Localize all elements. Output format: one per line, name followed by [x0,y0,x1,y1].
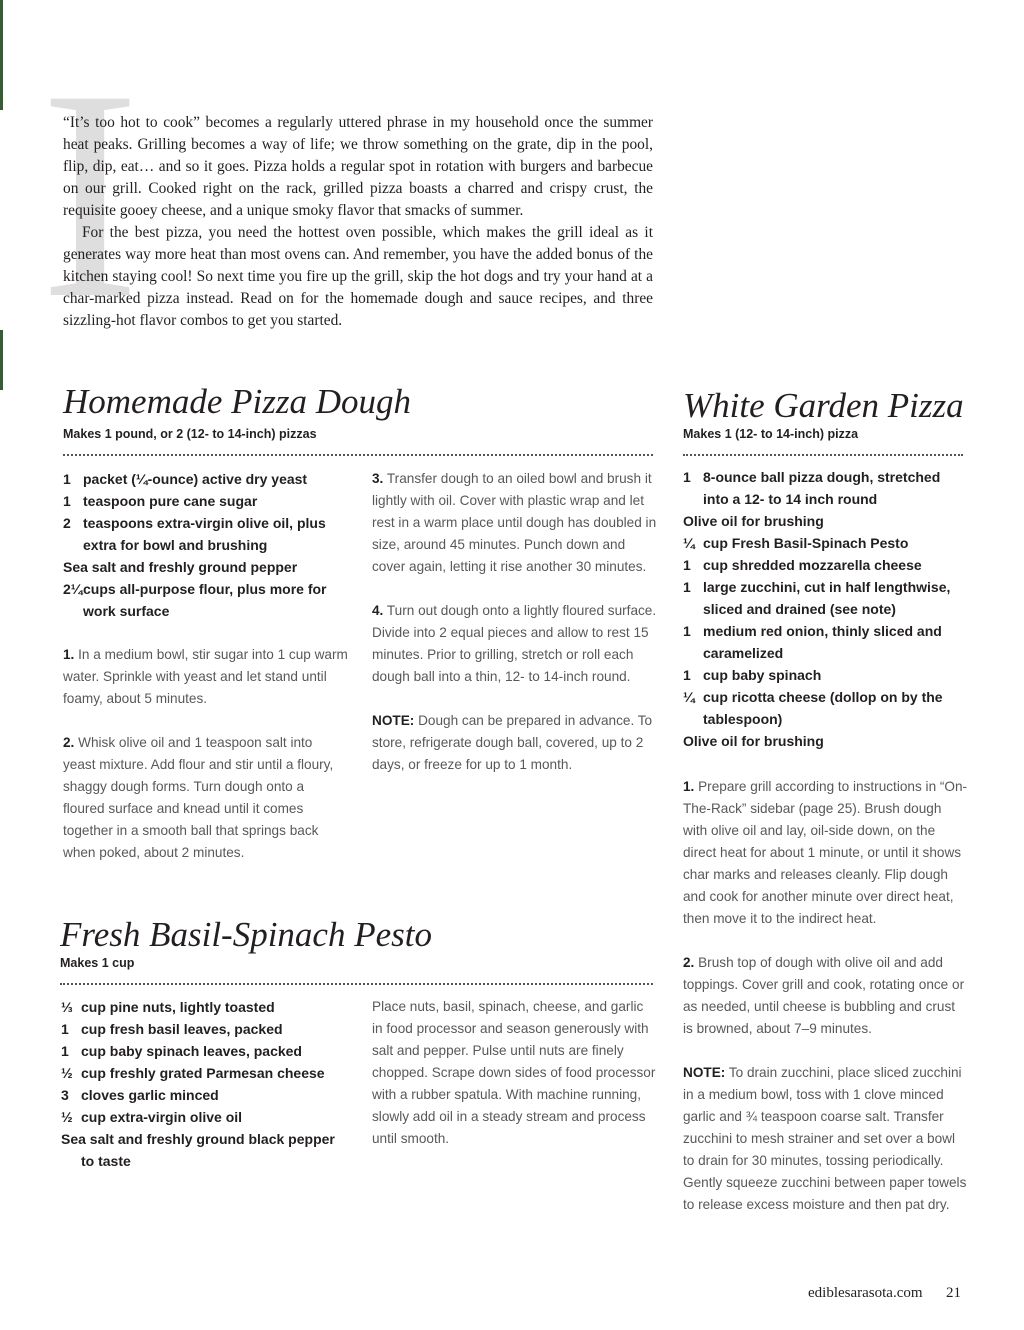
intro-paragraph: For the best pizza, you need the hottest oven possible, which makes the grill ideal as it generates way more heat than most ovens can. And remember, you have the added bonus of the kitchen staying cool! So next time you fire up the grill, skip the hot dogs and try your hand at a char-marked pizza instead. Read on for the homemade dough and sauce recipes, and three sizzling-hot flavor combos to get you started. [63,224,653,329]
ingredient [61,1018,336,1040]
dough-ingredients [63,468,353,622]
step-text: Brush top of dough with olive oil and add toppings. Cover grill and cook, rotating once or as needed, until cheese is bubbling and crust is browned, about 7–9 minutes. [683,955,965,1036]
ingredient [63,468,353,490]
step-number: 2. [63,735,75,750]
recipe-step [683,952,968,1040]
white-pizza-ingredients [683,466,968,752]
white-pizza-title: White Garden Pizza [683,386,964,425]
divider [63,454,653,456]
ingredient-qty: 2¼ [63,581,83,597]
ingredient [683,466,968,510]
ingredient-text: cup Fresh Basil-Spinach Pesto [703,535,909,551]
ingredient-qty: ¼ [683,535,695,551]
ingredient [683,554,968,576]
dough-yield: Makes 1 pound, or 2 (12- to 14-inch) pizzas [63,427,317,441]
step-text: In a medium bowl, stir sugar into 1 cup warm water. Sprinkle with yeast and let stand until foamy, about 5 minutes. [63,647,348,706]
ingredient-text: cup baby spinach [703,667,822,683]
step-number: 3. [372,471,384,486]
ingredient-text: cup pine nuts, lightly toasted [81,999,275,1015]
step-text: Prepare grill according to instructions in “On-The-Rack” sidebar (page 25). Brush dough with olive oil and lay, oil-side down, on the direct heat for about 1 minute, or until it shows char marks and releases cleanly. Flip dough and cook for another minute over direct heat, then move it to the indirect heat. [683,779,968,926]
note-label: NOTE: [683,1065,726,1080]
ingredient-qty: 2 [63,515,71,531]
ingredient-qty: ¼ [683,689,695,705]
ingredient-qty: 1 [63,493,71,509]
note-text: To drain zucchini, place sliced zucchini in a medium bowl, toss with 1 clove minced garlic and ¾ teaspoon coarse salt. Transfer zucchini to mesh strainer and set over a bowl to drain for 30 minutes, tossing periodically. Gently squeeze zucchini between paper towels to release excess moisture and then pat dry. [683,1065,967,1212]
ingredient-text: cup extra-virgin olive oil [81,1109,243,1125]
step-number: 1. [683,779,695,794]
ingredient: Olive oil for brushing [683,513,824,529]
ingredient-text: cup shredded mozzarella cheese [703,557,922,573]
ingredient-text: cups all-purpose flour, plus more for work surface [83,581,327,619]
dough-title: Homemade Pizza Dough [63,382,412,421]
ingredient-qty: 1 [683,557,691,573]
ingredient [61,1106,336,1128]
ingredient-text: teaspoons extra-virgin olive oil, plus extra for bowl and brushing [83,515,326,553]
step-number: 2. [683,955,695,970]
ingredient-qty: 3 [61,1087,69,1103]
dough-steps-right [372,468,662,798]
ingredient [63,512,353,556]
ingredient [61,1062,336,1084]
recipe-step [683,776,968,930]
ingredient [683,576,968,620]
ingredient-text: large zucchini, cut in half lengthwise, sliced and drained (see note) [703,579,951,617]
ingredient: Olive oil for brushing [683,733,824,749]
ingredient-qty: ½ [61,1065,73,1081]
ingredient [683,664,968,686]
ingredient-text: cloves garlic minced [81,1087,219,1103]
step-number: 1. [63,647,75,662]
white-pizza-yield: Makes 1 (12- to 14-inch) pizza [683,427,859,441]
ingredient-qty: 1 [683,579,691,595]
ingredient-qty: 1 [63,471,71,487]
footer-site: ediblesarasota.com [808,1285,923,1301]
ingredient [683,686,968,730]
step-text: Transfer dough to an oiled bowl and brush it lightly with oil. Cover with plastic wrap and let rest in a warm place until dough has doubled in size, around 45 minutes. Punch down and cover again, letting it rise another 30 minutes. [372,471,657,574]
ingredient [63,578,353,622]
pesto-ingredients [61,996,336,1172]
drop-cap: I [40,28,140,360]
ingredient-text: medium red onion, thinly sliced and caramelized [703,623,942,661]
page-edge-mark [0,330,3,390]
ingredient-text: cup fresh basil leaves, packed [81,1021,283,1037]
ingredient [683,532,968,554]
page-edge-mark [0,0,3,110]
ingredient-text: cup freshly grated Parmesan cheese [81,1065,325,1081]
ingredient-qty: ⅓ [61,999,73,1015]
ingredient-text: teaspoon pure cane sugar [83,493,258,509]
pesto-title: Fresh Basil-Spinach Pesto [60,915,432,954]
ingredient [61,1084,336,1106]
step-number: 4. [372,603,384,618]
recipe-step: Place nuts, basil, spinach, cheese, and garlic in food processor and season generously with salt and pepper. Pulse until nuts are finely chopped. Scrape down sides of food processor with a rubber spatula. With machine running, slowly add oil in a steady stream and process until smooth. [372,999,656,1146]
divider [60,983,653,985]
ingredient [683,620,968,664]
ingredient-text: packet (¼-ounce) active dry yeast [83,471,308,487]
ingredient-qty: 1 [61,1021,69,1037]
pesto-method [372,996,657,1172]
ingredient [61,1040,336,1062]
white-pizza-steps [683,776,968,1238]
ingredient: Sea salt and freshly ground pepper [63,559,298,575]
ingredient-text: cup baby spinach leaves, packed [81,1043,302,1059]
dough-steps-left [63,644,348,886]
intro-paragraph: “It’s too hot to cook” becomes a regularly uttered phrase in my household once the summer heat peaks. Grilling becomes a way of life; we throw something on the grate, dip in the pool, flip, dip, eat… and so it goes. Pizza holds a regular spot in rotation with burgers and barbecue on our grill. Cooked right on the rack, grilled pizza boasts a charred and crispy crust, the requisite gooey cheese, and a unique smoky flavor that smacks of summer. [63,114,653,219]
ingredient [63,490,353,512]
ingredient-qty: 1 [61,1043,69,1059]
ingredient-text: 8-ounce ball pizza dough, stretched into a 12- to 14 inch round [703,469,941,507]
recipe-step [372,600,662,688]
recipe-note [683,1062,968,1216]
step-text: Turn out dough onto a lightly floured surface. Divide into 2 equal pieces and allow to rest 15 minutes. Prior to grilling, stretch or roll each dough ball into a thin, 12- to 14-inch round. [372,603,657,684]
recipe-note [372,710,662,776]
ingredient-qty: 1 [683,623,691,639]
note-label: NOTE: [372,713,415,728]
divider [683,454,963,456]
recipe-step [63,732,348,864]
note-text: Dough can be prepared in advance. To store, refrigerate dough ball, covered, up to 2 days, or freeze for up to 1 month. [372,713,653,772]
ingredient-qty: 1 [683,667,691,683]
recipe-step [63,644,348,710]
ingredient: Sea salt and freshly ground black pepper to taste [61,1131,335,1169]
ingredient-qty: ½ [61,1109,73,1125]
page-number: 21 [946,1285,961,1301]
ingredient-qty: 1 [683,469,691,485]
ingredient [61,996,336,1018]
ingredient-text: cup ricotta cheese (dollop on by the tablespoon) [703,689,943,727]
intro-text [63,112,653,332]
step-text: Whisk olive oil and 1 teaspoon salt into yeast mixture. Add flour and stir until a floury, shaggy dough forms. Turn dough onto a floured surface and knead until it comes together in a smooth ball that springs back when poked, about 2 minutes. [63,735,334,860]
pesto-yield: Makes 1 cup [60,956,135,970]
recipe-step [372,468,662,578]
